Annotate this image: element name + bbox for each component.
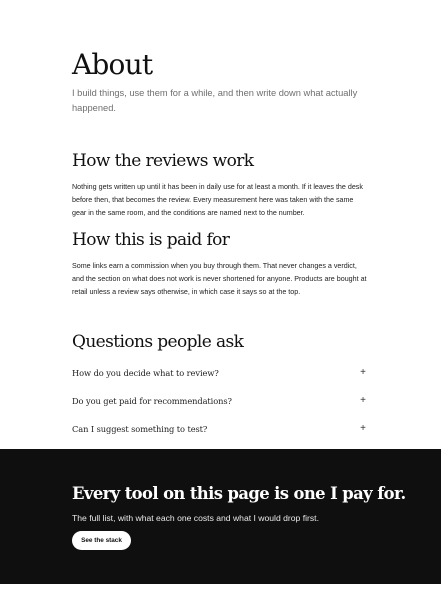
faq-heading: Questions people ask	[72, 332, 244, 352]
faq-question: How do you decide what to review?	[72, 368, 219, 378]
cta-band	[0, 449, 441, 584]
section-heading-paid: How this is paid for	[72, 230, 230, 250]
cta-subtitle: The full list, with what each one costs and what I would drop first.	[72, 513, 319, 523]
page-title: About	[72, 48, 153, 81]
page-lede: I build things, use them for a while, and then write down what actually happened.	[72, 88, 358, 113]
faq-item[interactable]	[72, 388, 368, 414]
cta-title: Every tool on this page is one I pay for.	[72, 484, 406, 503]
faq-question: Can I suggest something to test?	[72, 424, 208, 434]
section-body-paid: Some links earn a commission when you buy through them. That never changes a verdict, and the section on what does not work is never shortened for anyone. Products are bought at retail unless a review says otherwise, in which case it says so at the top.	[72, 262, 367, 296]
faq-question: Do you get paid for recommendations?	[72, 396, 232, 406]
see-the-stack-button[interactable]: See the stack	[72, 531, 131, 550]
plus-icon[interactable]: +	[360, 423, 366, 434]
section-heading-reviews: How the reviews work	[72, 151, 254, 171]
plus-icon[interactable]: +	[360, 367, 366, 378]
faq-item[interactable]	[72, 360, 368, 386]
faq-item[interactable]	[72, 416, 368, 442]
plus-icon[interactable]: +	[360, 395, 366, 406]
page-bottom-strip	[0, 584, 441, 600]
section-body-reviews: Nothing gets written up until it has been in daily use for at least a month. If it leaves the desk before then, that becomes the review. Every measurement here was taken with the same gear in the same room, and the conditions are named next to the number.	[72, 183, 363, 217]
